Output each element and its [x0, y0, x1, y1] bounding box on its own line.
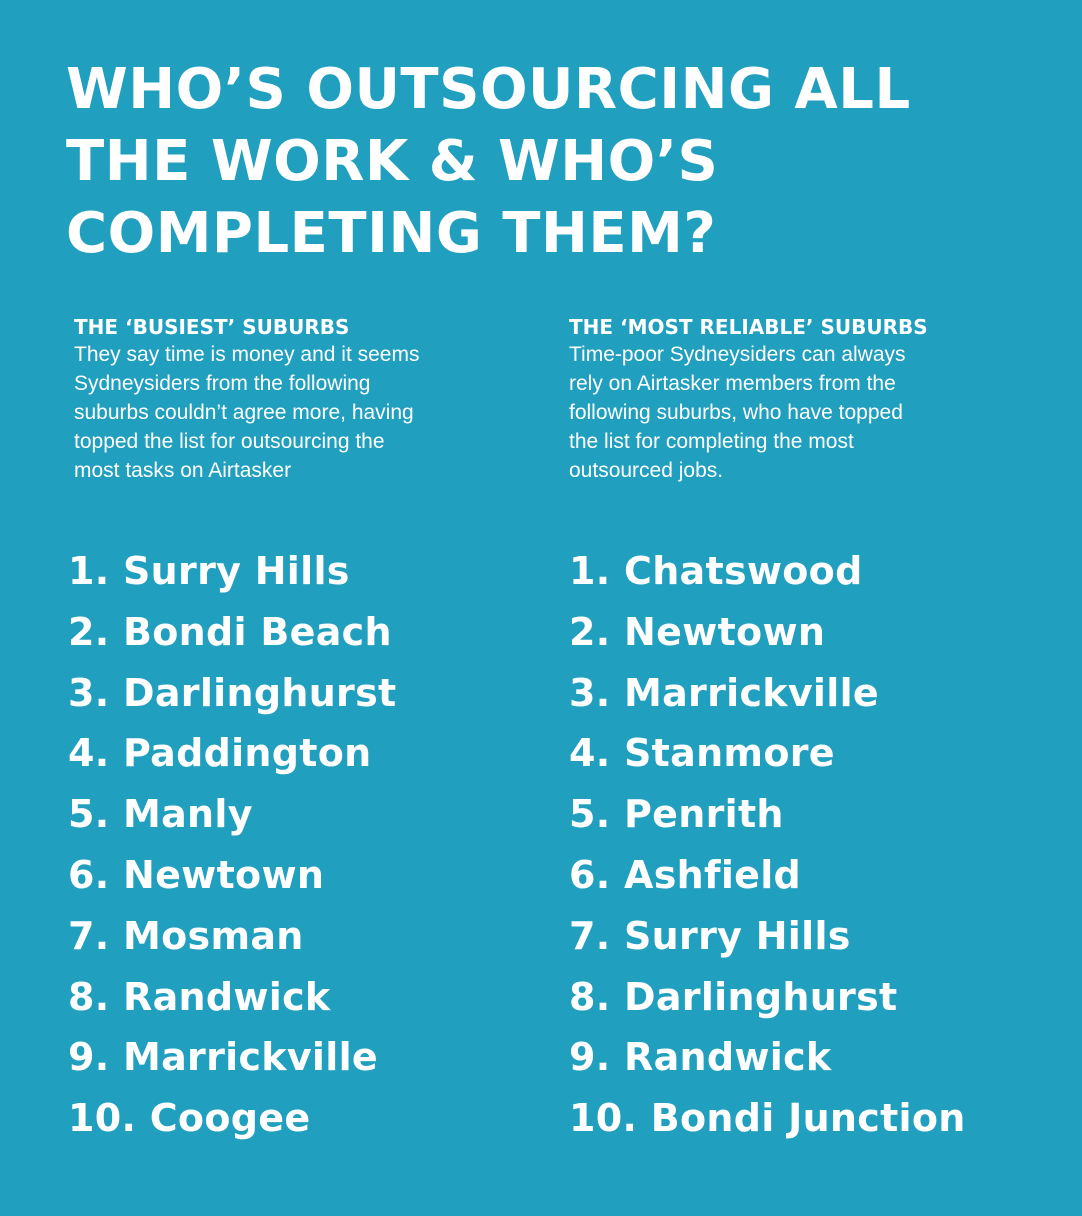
- ranking-item: 2. Newtown: [569, 609, 826, 654]
- ranking-item: 9. Randwick: [569, 1035, 832, 1080]
- busiest-heading: THE ‘BUSIEST’ SUBURBS: [74, 315, 350, 339]
- busiest-description: [74, 340, 514, 485]
- ranking-item: 8. Darlinghurst: [569, 974, 898, 1019]
- reliable-ranking-list: [569, 541, 966, 1149]
- title-line: WHO’S OUTSOURCING ALL: [66, 57, 911, 122]
- title-line: COMPLETING THEM?: [66, 201, 717, 266]
- description-line: They say time is money and it seems: [74, 343, 420, 366]
- ranking-item: 5. Penrith: [569, 792, 784, 837]
- ranking-item: 10. Coogee: [68, 1096, 311, 1141]
- ranking-item: 6. Newtown: [68, 852, 325, 897]
- page-title: [66, 54, 966, 270]
- title-line: THE WORK & WHO’S: [66, 129, 719, 194]
- description-line: Time-poor Sydneysiders can always: [569, 343, 906, 366]
- ranking-item: 7. Mosman: [68, 913, 304, 958]
- ranking-item: 6. Ashfield: [569, 852, 802, 897]
- ranking-item: 4. Paddington: [68, 731, 372, 776]
- ranking-item: 4. Stanmore: [569, 731, 835, 776]
- description-line: the list for completing the most: [569, 430, 854, 453]
- ranking-item: 10. Bondi Junction: [569, 1096, 966, 1141]
- description-line: following suburbs, who have topped: [569, 401, 903, 424]
- description-line: most tasks on Airtasker: [74, 459, 292, 482]
- ranking-item: 3. Marrickville: [569, 670, 879, 715]
- description-line: outsourced jobs.: [569, 459, 724, 482]
- ranking-item: 7. Surry Hills: [569, 913, 851, 958]
- reliable-description: [569, 340, 1009, 485]
- ranking-item: 8. Randwick: [68, 974, 331, 1019]
- busiest-section: [74, 314, 514, 485]
- description-line: topped the list for outsourcing the: [74, 430, 385, 453]
- ranking-item: 2. Bondi Beach: [68, 609, 392, 654]
- busiest-ranking-list: [68, 541, 396, 1149]
- ranking-item: 3. Darlinghurst: [68, 670, 397, 715]
- reliable-heading: THE ‘MOST RELIABLE’ SUBURBS: [569, 315, 928, 339]
- description-line: rely on Airtasker members from the: [569, 372, 896, 395]
- ranking-item: 5. Manly: [68, 792, 253, 837]
- ranking-item: 9. Marrickville: [68, 1035, 378, 1080]
- description-line: Sydneysiders from the following: [74, 372, 371, 395]
- ranking-item: 1. Surry Hills: [68, 549, 350, 593]
- reliable-section: [569, 314, 1009, 485]
- description-line: suburbs couldn’t agree more, having: [74, 401, 414, 424]
- ranking-item: 1. Chatswood: [569, 549, 863, 593]
